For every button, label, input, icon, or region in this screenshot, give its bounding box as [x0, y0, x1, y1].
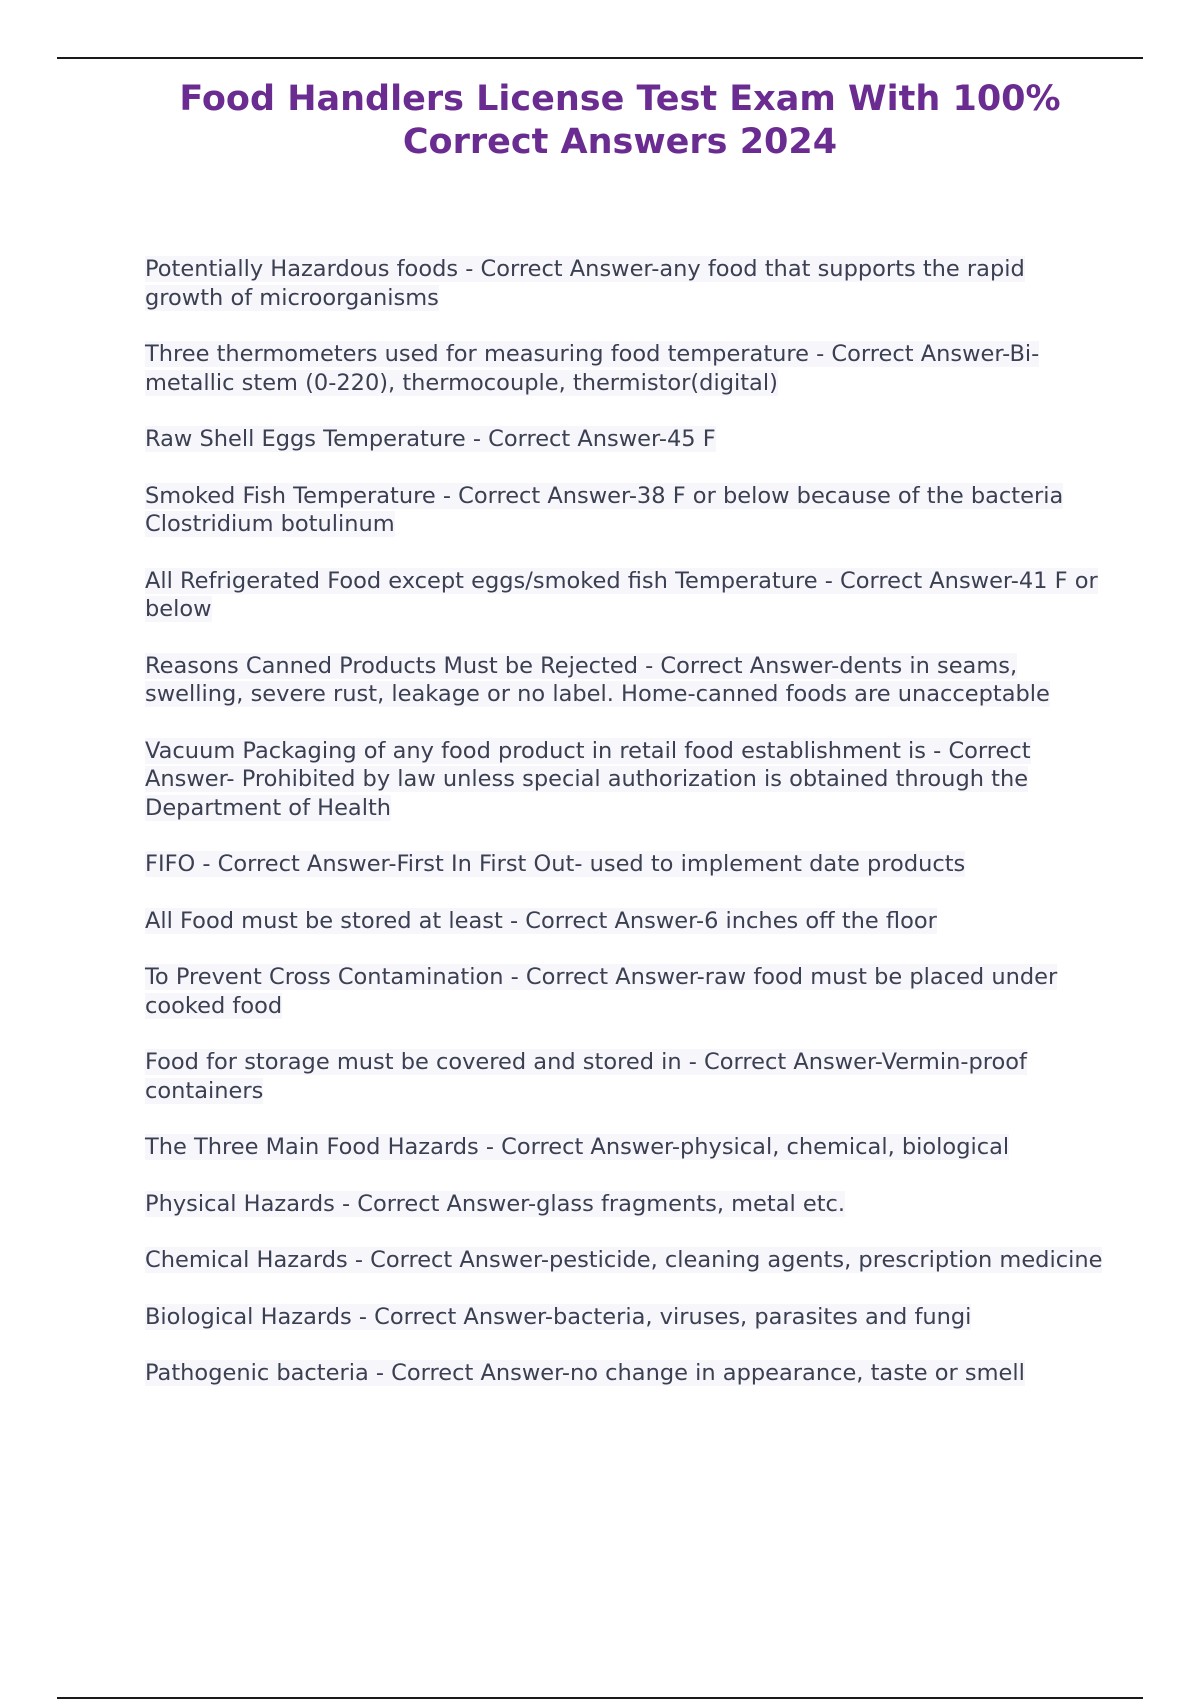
qa-item-text: Reasons Canned Products Must be Rejected - Correct Answer-dents in seams, swelling, severe rust, leakage or no label. Home-canned foods are unacceptable: [145, 652, 1050, 707]
qa-item-storage-containers: [145, 1048, 1105, 1105]
qa-item-text: Raw Shell Eggs Temperature - Correct Answer-45 F: [145, 426, 716, 452]
qa-item-text: To Prevent Cross Contamination - Correct Answer-raw food must be placed under cooked food: [145, 964, 1058, 1019]
qa-item-text: The Three Main Food Hazards - Correct Answer-physical, chemical, biological: [145, 1134, 1010, 1160]
qa-item-refrigerated-food: [145, 567, 1105, 624]
qa-item-text: Physical Hazards - Correct Answer-glass fragments, metal etc.: [145, 1190, 846, 1217]
qa-item-text: Vacuum Packaging of any food product in retail food establishment is - Correct Answer- Prohibited by law unless special authorization is obtained through the Department of Health: [145, 737, 1031, 821]
qa-item-pathogenic-bacteria: [145, 1359, 1105, 1388]
qa-item-text: Potentially Hazardous foods - Correct Answer-any food that supports the rapid growth of microorganisms: [145, 256, 1025, 311]
qa-item-food-storage-height: [145, 907, 1105, 936]
qa-item-text: FIFO - Correct Answer-First In First Out- used to implement date products: [145, 851, 966, 877]
qa-item-text: Three thermometers used for measuring food temperature - Correct Answer-Bi-metallic stem (0-220), thermocouple, thermistor(digital): [145, 341, 1040, 396]
qa-item-text: Chemical Hazards - Correct Answer-pesticide, cleaning agents, prescription medicine: [145, 1247, 1103, 1273]
qa-item-raw-shell-eggs: [145, 425, 1105, 454]
qa-item-text: Pathogenic bacteria - Correct Answer-no change in appearance, taste or smell: [145, 1360, 1025, 1386]
top-rule: [57, 57, 1143, 59]
qa-item-text: All Refrigerated Food except eggs/smoked fish Temperature - Correct Answer-41 F or below: [145, 567, 1098, 622]
qa-item-cross-contamination: [145, 963, 1105, 1020]
qa-item-text: Smoked Fish Temperature - Correct Answer-38 F or below because of the bacteria Clostridium botulinum: [145, 482, 1064, 537]
qa-item-thermometers: [145, 340, 1105, 397]
qa-item-text: Biological Hazards - Correct Answer-bacteria, viruses, parasites and fungi: [145, 1303, 972, 1330]
qa-item-smoked-fish: [145, 482, 1105, 539]
page-title: Food Handlers License Test Exam With 100% Correct Answers 2024: [179, 79, 1061, 162]
qa-item-text: All Food must be stored at least - Correct Answer-6 inches off the floor: [145, 907, 937, 934]
bottom-rule: [57, 1697, 1143, 1699]
qa-item-physical-hazards: [145, 1190, 1105, 1219]
qa-item-main-food-hazards: [145, 1133, 1105, 1162]
qa-item-vacuum-packaging: [145, 737, 1105, 823]
qa-list: [145, 255, 1105, 1416]
qa-item-chemical-hazards: [145, 1246, 1105, 1275]
qa-item-canned-products: [145, 652, 1105, 709]
qa-item-biological-hazards: [145, 1303, 1105, 1332]
qa-item-fifo: [145, 850, 1105, 879]
qa-item-potentially-hazardous-foods: [145, 255, 1105, 312]
qa-item-text: Food for storage must be covered and stored in - Correct Answer-Vermin-proof containers: [145, 1049, 1027, 1104]
